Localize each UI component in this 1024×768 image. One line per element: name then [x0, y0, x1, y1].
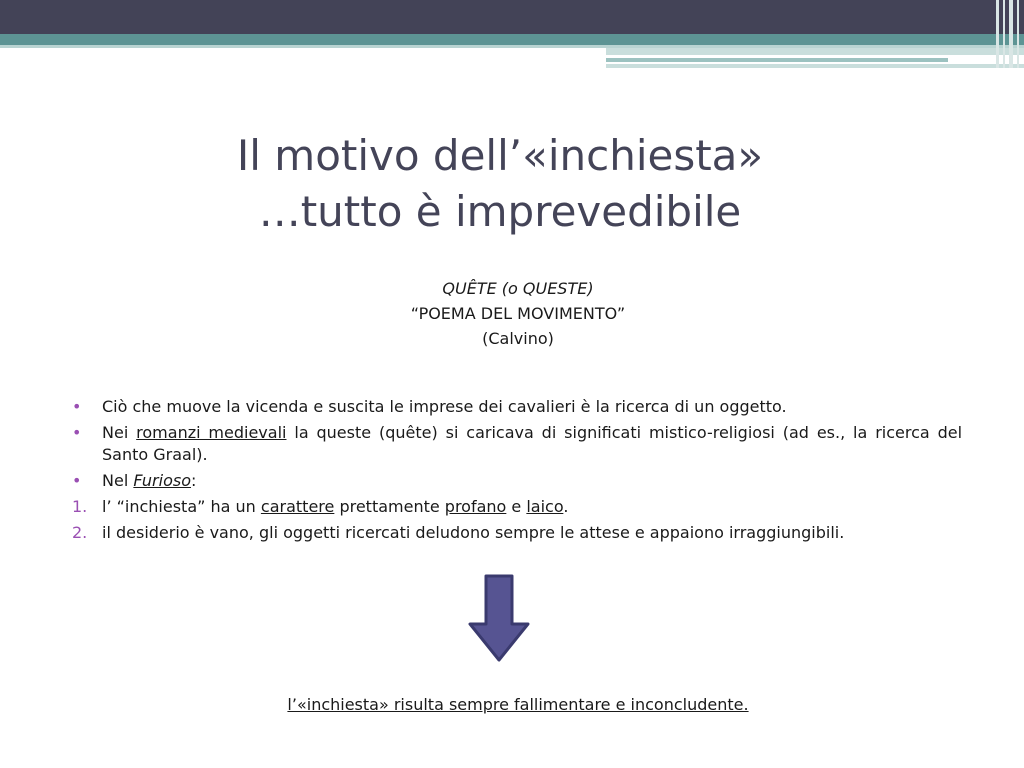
underlined-term: carattere	[260, 497, 335, 516]
emphasized-term: Furioso	[133, 471, 191, 490]
list-item-text: Nei	[102, 423, 137, 442]
down-arrow-icon	[466, 574, 532, 664]
header-dark-band	[0, 0, 1024, 34]
decorative-bar	[606, 48, 1024, 55]
list-item-text: prettamente	[334, 497, 445, 516]
bullet-marker: •	[72, 397, 82, 416]
list-item-text: Ciò che muove la vicenda e suscita le imprese dei cavalieri è la ricerca di un oggetto.	[102, 397, 787, 416]
underlined-term: romanzi medievali	[136, 423, 287, 442]
list-item-text: la queste (quête) si caricava di significati mistico-religiosi (ad es., la ricerca del Santo Graal).	[102, 423, 963, 464]
decorative-bar	[606, 64, 1024, 68]
title-line-1: Il motivo dell’«inchiesta»	[236, 131, 764, 180]
list-item-text: e	[506, 497, 527, 516]
list-item	[72, 470, 962, 492]
list-item-text: .	[563, 497, 569, 516]
bullet-marker: •	[72, 471, 82, 490]
header-teal-band	[0, 34, 1024, 45]
slide-subtitle	[200, 276, 836, 351]
decorative-stripes	[994, 0, 1024, 68]
bullet-list	[72, 396, 962, 548]
conclusion-text: l’«inchiesta» risulta sempre fallimentare e inconcludente.	[287, 695, 749, 714]
underlined-term: profano	[444, 497, 507, 516]
subtitle-line-2: “POEMA DEL MOVIMENTO”	[410, 304, 626, 323]
bullet-marker: •	[72, 423, 82, 442]
numbered-item	[72, 496, 962, 518]
slide-title	[100, 128, 900, 240]
list-item-text: l’ “inchiesta” ha un	[102, 497, 261, 516]
list-item-text: Nel	[102, 471, 134, 490]
subtitle-line-3: (Calvino)	[482, 329, 554, 348]
list-item-text: :	[190, 471, 197, 490]
number-marker: 1.	[72, 497, 88, 516]
decorative-bar	[606, 58, 948, 62]
subtitle-line-1: QUÊTE (o QUESTE)	[442, 279, 594, 298]
title-line-2: …tutto è imprevedibile	[258, 187, 742, 236]
underlined-term: laico	[526, 497, 564, 516]
number-marker: 2.	[72, 523, 88, 542]
numbered-item	[72, 522, 962, 544]
list-item	[72, 396, 962, 418]
list-item	[72, 422, 962, 466]
list-item-text: il desiderio è vano, gli oggetti ricercati deludono sempre le attese e appaiono irraggiungibili.	[102, 523, 845, 542]
